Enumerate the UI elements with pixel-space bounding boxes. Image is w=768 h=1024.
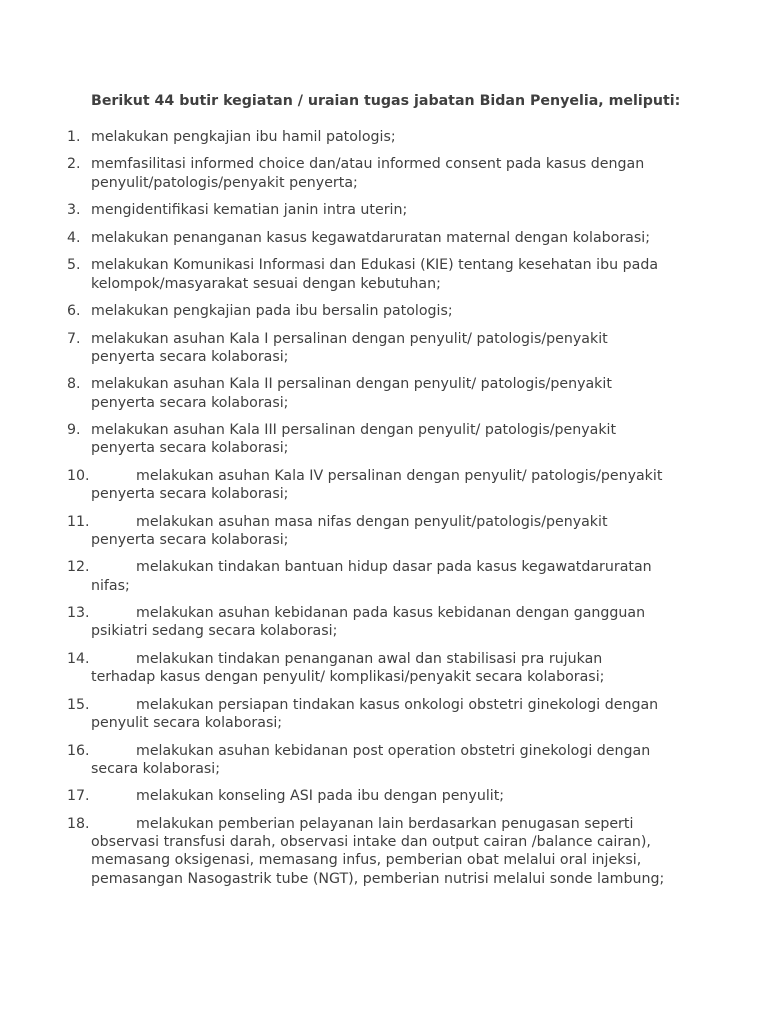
list-item: [0, 696, 671, 733]
list-item: [0, 201, 671, 219]
list-item: [0, 155, 671, 192]
list-item-number: 3.: [67, 202, 81, 219]
list-item-text: melakukan tindakan penanganan awal dan stabilisasi pra rujukan terhadap kasus dengan penyulit/ komplikasi/penyakit secara kolaborasi;: [91, 650, 605, 686]
list-item-number: 14.: [67, 650, 90, 667]
list-item-text: melakukan pengkajian ibu hamil patologis;: [91, 129, 396, 145]
list-item-text: melakukan tindakan bantuan hidup dasar pada kasus kegawatdaruratan nifas;: [91, 559, 652, 594]
list-item-number: 5.: [67, 257, 81, 274]
list-item-text: melakukan asuhan kebidanan pada kasus kebidanan dengan gangguan psikiatri sedang secara kolaborasi;: [91, 605, 646, 640]
list-item-text: melakukan asuhan masa nifas dengan penyulit/patologis/penyakit penyerta secara kolaborasi;: [91, 513, 608, 548]
task-list: [0, 128, 768, 897]
list-item-text: memfasilitasi informed choice dan/atau informed consent pada kasus dengan penyulit/patologis/penyakit penyerta;: [91, 156, 645, 191]
list-item-number: 4.: [67, 229, 81, 246]
list-item: [0, 787, 671, 805]
list-item-text: melakukan penanganan kasus kegawatdaruratan maternal dengan kolaborasi;: [91, 229, 650, 246]
list-item-number: 2.: [67, 156, 81, 173]
list-item-text: melakukan konseling ASI pada ibu dengan penyulit;: [136, 788, 505, 805]
list-item: [0, 650, 671, 687]
list-item: [0, 128, 671, 146]
list-item-text: melakukan pemberian pelayanan lain berdasarkan penugasan seperti observasi transfusi darah, observasi intake dan output cairan /balance cairan), memasang oksigenasi, memasang infus, pemberian obat melalui oral injeksi, pemasangan Nasogastrik tube (NGT), pemberian nutrisi melalui sonde lambung;: [91, 815, 665, 887]
list-item-number: 8.: [67, 376, 81, 393]
list-item-text: melakukan pengkajian pada ibu bersalin patologis;: [91, 303, 453, 320]
list-item: [0, 513, 671, 550]
list-item: [0, 742, 671, 779]
list-item-text: melakukan asuhan Kala I persalinan dengan penyulit/ patologis/penyakit penyerta secara kolaborasi;: [91, 330, 608, 365]
list-item-text: melakukan persiapan tindakan kasus onkologi obstetri ginekologi dengan penyulit secara kolaborasi;: [91, 696, 659, 732]
list-item-text: melakukan Komunikasi Informasi dan Edukasi (KIE) tentang kesehatan ibu pada kelompok/masyarakat sesuai dengan kebutuhan;: [91, 257, 659, 292]
list-item-number: 13.: [67, 605, 90, 622]
list-item-number: 12.: [67, 559, 90, 576]
list-item-number: 17.: [67, 788, 90, 805]
list-item-number: 1.: [67, 129, 81, 145]
list-item: [0, 815, 671, 888]
list-item-number: 18.: [67, 815, 90, 832]
list-item-number: 9.: [67, 422, 81, 439]
list-item: [0, 229, 671, 247]
list-item-text: mengidentifikasi kematian janin intra uterin;: [91, 202, 408, 219]
list-item: [0, 421, 671, 458]
list-item: [0, 604, 671, 641]
document-heading: Berikut 44 butir kegiatan / uraian tugas jabatan Bidan Penyelia, meliputi:: [91, 93, 681, 109]
list-item: [0, 467, 671, 504]
list-item-number: 16.: [67, 742, 90, 759]
list-item-text: melakukan asuhan Kala IV persalinan dengan penyulit/ patologis/penyakit penyerta secara kolaborasi;: [91, 467, 663, 503]
list-item-text: melakukan asuhan Kala II persalinan dengan penyulit/ patologis/penyakit penyerta secara kolaborasi;: [91, 376, 612, 411]
list-item: [0, 330, 671, 367]
list-item-number: 15.: [67, 696, 90, 713]
list-item: [0, 558, 671, 595]
list-item: [0, 256, 671, 293]
list-item-number: 10.: [67, 467, 90, 484]
list-item-number: 7.: [67, 330, 81, 347]
list-item-text: melakukan asuhan kebidanan post operation obstetri ginekologi dengan secara kolaborasi;: [91, 742, 651, 777]
list-item: [0, 302, 671, 320]
list-item: [0, 375, 671, 412]
list-item-text: melakukan asuhan Kala III persalinan dengan penyulit/ patologis/penyakit penyerta secara kolaborasi;: [91, 422, 617, 457]
list-item-number: 11.: [67, 513, 90, 530]
list-item-number: 6.: [67, 303, 81, 320]
